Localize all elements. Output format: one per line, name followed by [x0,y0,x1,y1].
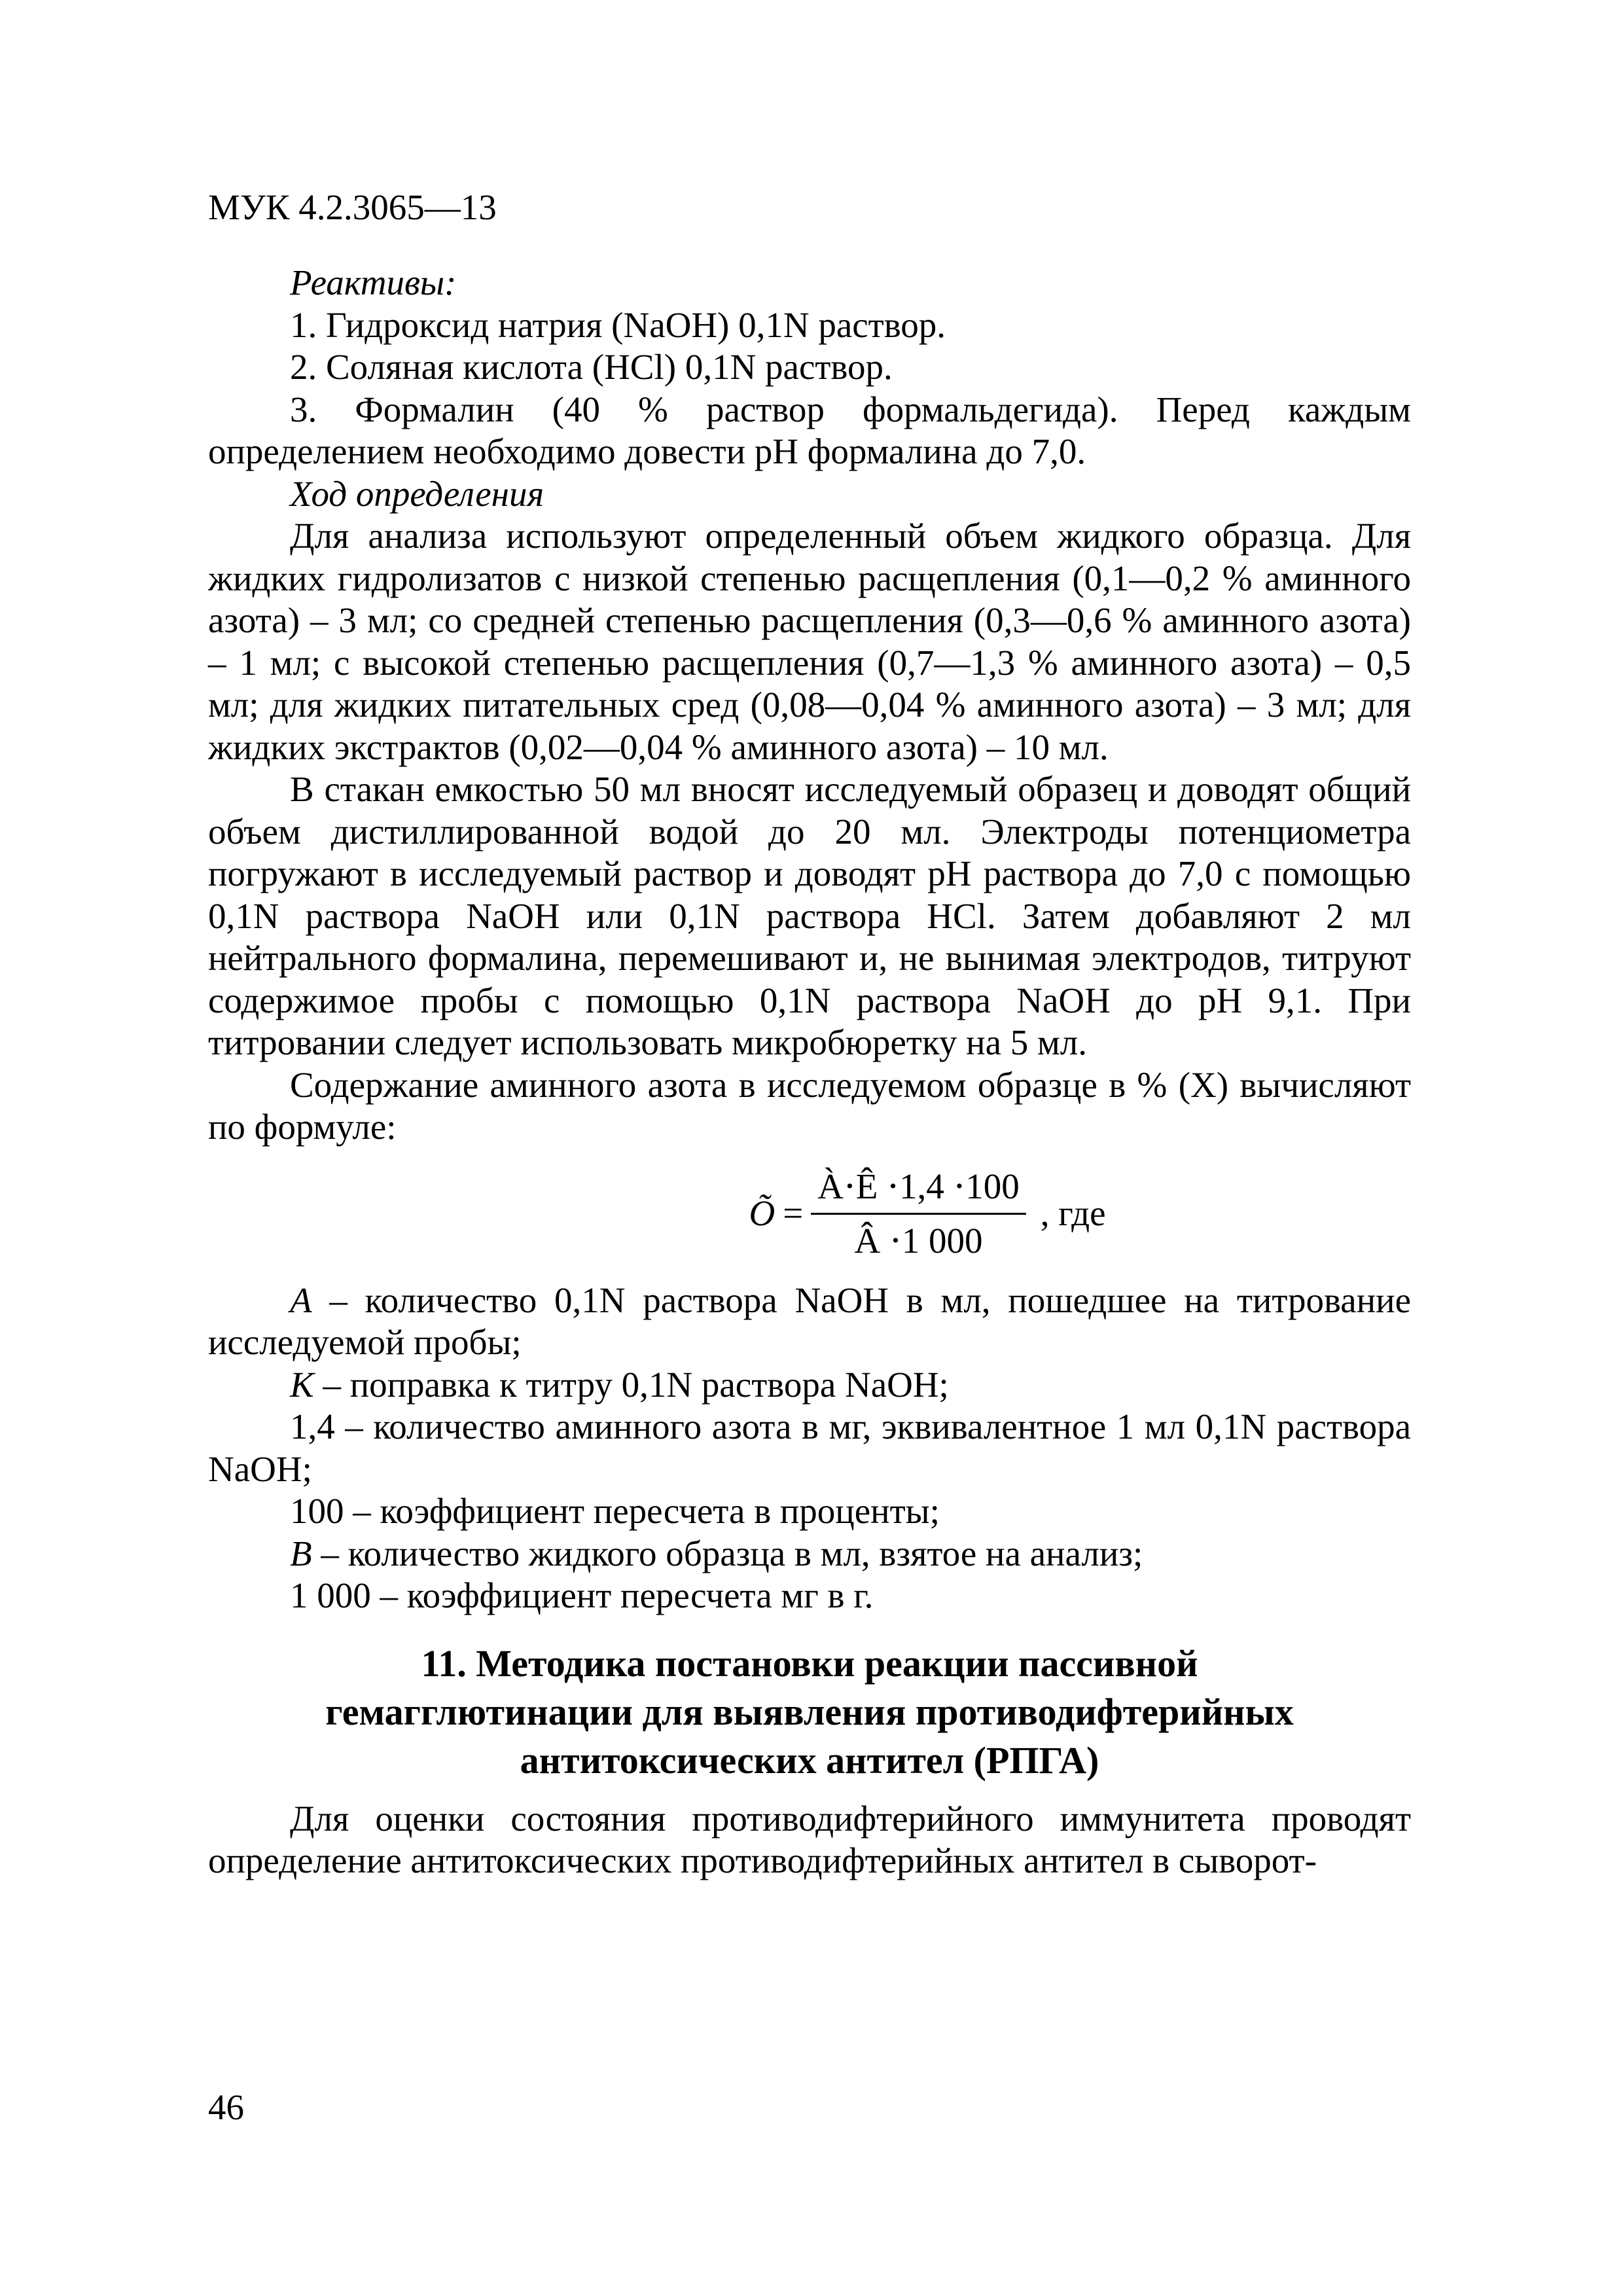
section-heading [208,1640,1411,1785]
formula-lhs: Õ [749,1193,776,1234]
document-code-header: МУК 4.2.3065—13 [208,187,497,227]
definition-item [208,1490,1411,1533]
definition-symbol: 100 [290,1491,344,1531]
procedure-paragraph: В стакан емкостью 50 мл вносят исследуемый образец и доводят общий объем дистиллированной водой до 20 мл. Электроды потенциометра погружают в исследуемый раствор и доводят pH раствора до 7,0 с помощью 0,1N раствора NaOH или 0,1N раствора HCl. Затем добавляют 2 мл нейтрального формалина, перемешивают и, не вынимая электродов, титруют содержимое пробы с помощью 0,1N раствора NaOH до pH 9,1. При титровании следует использовать микробюретку на 5 мл. [208,769,1411,1062]
definition-symbol: K [290,1364,314,1405]
definition-symbol: 1 000 [290,1575,371,1615]
formula-denominator: Â ⋅1 000 [854,1221,983,1261]
definition-item [208,1575,1411,1617]
definition-symbol: 1,4 [290,1407,335,1446]
amine-nitrogen-formula [208,1149,1411,1280]
definition-item [208,1406,1411,1490]
reagent-item: 3. Формалин (40 % раствор формальдегида). Перед каждым определением необходимо довести pH формалина до 7,0. [208,389,1411,471]
definition-symbol: A [290,1280,312,1320]
reagent-item: 2. Соляная кислота (HCl) 0,1N раствор. [290,347,893,387]
formula-equals: = [783,1193,804,1234]
definition-text: – количество аминного азота в мг, эквивалентное 1 мл 0,1N раствора NaOH; [208,1407,1411,1489]
section-heading-line: гемагглютинации для выявления противодифтерийных [325,1690,1294,1733]
reagents-title: Реактивы: [290,262,457,302]
procedure-paragraph: Содержание аминного азота в исследуемом образце в % (X) вычисляют по формуле: [208,1064,1411,1147]
definition-text: – коэффициент пересчета в проценты; [344,1491,940,1531]
formula-numerator: À⋅Ê ⋅1,4 ⋅100 [811,1166,1026,1215]
formula-fraction [811,1166,1026,1263]
procedure-paragraph: Для анализа используют определенный объем жидкого образца. Для жидких гидролизатов с низкой степенью расщепления (0,1—0,2 % аминного азота) – 3 мл; со средней степенью расщепления (0,3—0,6 % аминного азота) – 1 мл; с высокой степенью расщепления (0,7—1,3 % аминного азота) – 0,5 мл; для жидких питательных сред (0,08—0,04 % аминного азота) – 3 мл; для жидких экстрактов (0,02—0,04 % аминного азота) – 10 мл. [208,516,1411,767]
formula-suffix: , где [1040,1193,1106,1234]
definition-text: – количество жидкого образца в мл, взятое на анализ; [312,1533,1143,1573]
definition-item [208,1280,1411,1364]
page-number: 46 [208,2087,244,2127]
section-heading-line: антитоксических антител (РПГА) [520,1738,1099,1782]
section-paragraph: Для оценки состояния противодифтерийного иммунитета проводят определение антитоксических противодифтерийных антител в сыворот- [208,1798,1411,1880]
definition-text: – количество 0,1N раствора NaOH в мл, пошедшее на титрование исследуемой пробы; [208,1280,1411,1362]
section-heading-line: 11. Методика постановки реакции пассивной [421,1641,1198,1685]
reagent-item: 1. Гидроксид натрия (NaOH) 0,1N раствор. [290,304,946,345]
definition-item [208,1364,1411,1407]
definition-text: – коэффициент пересчета мг в г. [370,1575,874,1615]
definition-symbol: B [290,1533,312,1573]
page-body [208,262,1411,1882]
definition-item [208,1533,1411,1575]
procedure-title: Ход определения [290,473,544,514]
definition-text: – поправка к титру 0,1N раствора NaOH; [313,1364,949,1405]
